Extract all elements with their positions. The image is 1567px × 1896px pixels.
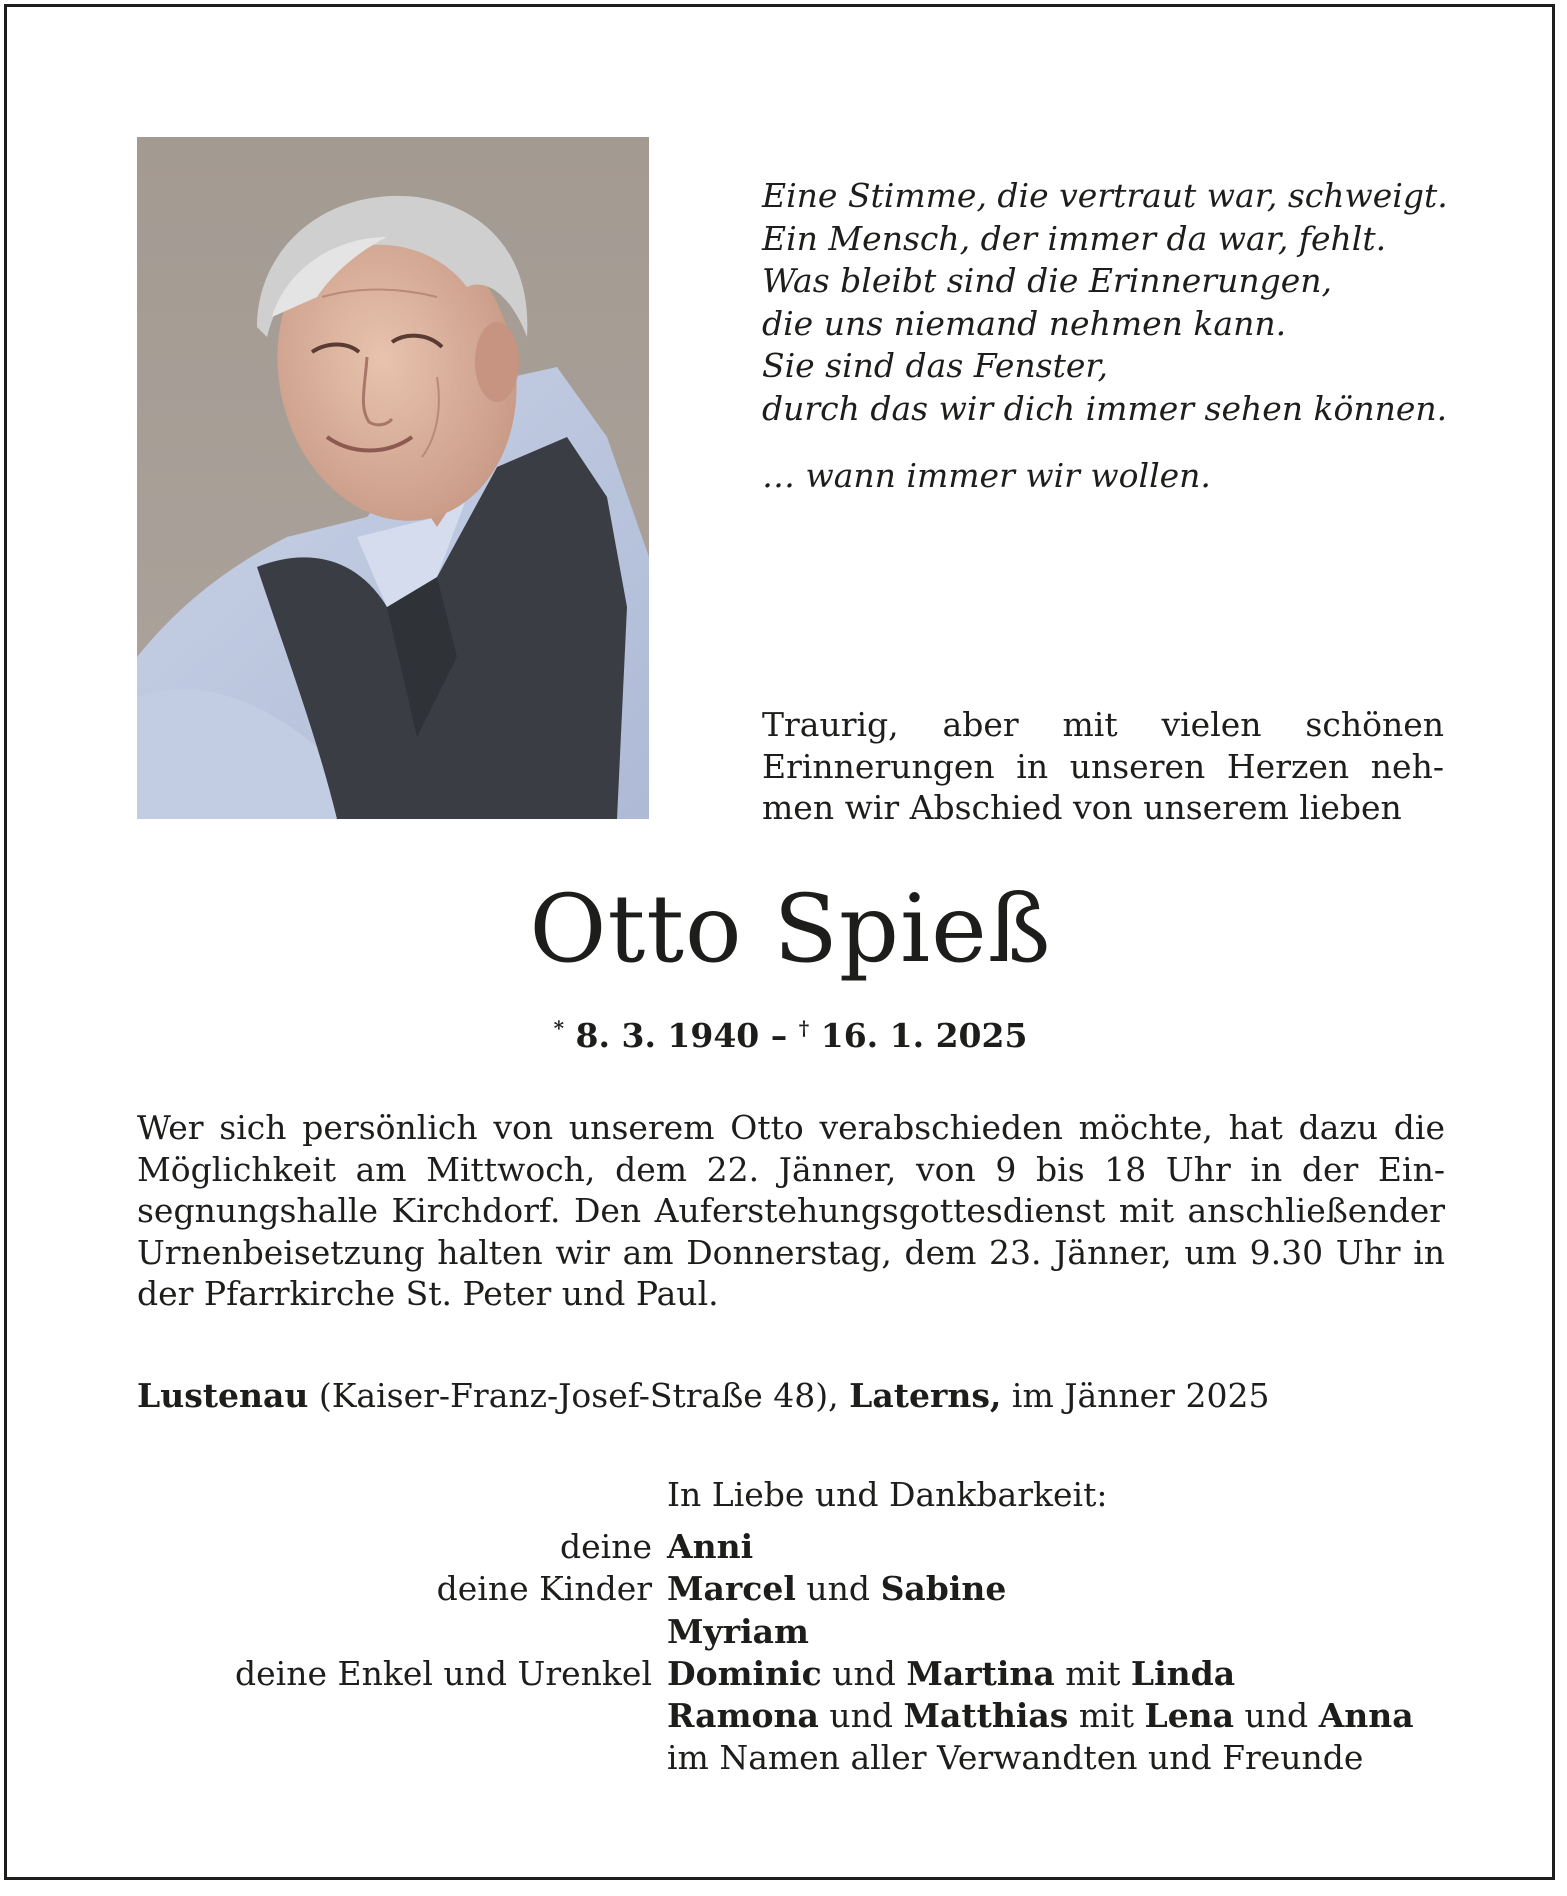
poem-line: durch das wir dich immer sehen können.	[762, 388, 1448, 428]
family-row-children-2	[137, 1611, 1457, 1653]
family-connector: und	[818, 1696, 904, 1736]
poem-line: Eine Stimme, die vertraut war, schweigt.	[762, 176, 1448, 215]
death-date: 16. 1. 2025	[820, 1016, 1028, 1055]
family-label: deine	[560, 1527, 652, 1566]
obituary-frame	[4, 4, 1555, 1880]
location-line	[137, 1375, 1445, 1417]
family-name: Matthias	[903, 1696, 1069, 1736]
family-connector: mit	[1068, 1696, 1145, 1736]
family-name: Martina	[906, 1653, 1055, 1693]
family-connector: und	[1234, 1696, 1319, 1736]
location-address: (Kaiser-Franz-Josef-Straße 48),	[308, 1376, 850, 1415]
family-row-children	[137, 1568, 1457, 1610]
family-label: deine Enkel und Urenkel	[235, 1653, 652, 1693]
intro-text: Traurig, aber mit vielen schönen Erinnerungen in unseren Herzen nehmen wir Abschied von unserem lieben	[762, 705, 1444, 827]
location-date: im Jänner 2025	[1001, 1376, 1270, 1415]
family-name: Marcel	[667, 1569, 796, 1609]
family-name: Dominic	[667, 1653, 822, 1693]
location-place-1: Lustenau	[137, 1376, 309, 1415]
family-row-spouse	[137, 1526, 1457, 1568]
death-symbol: †	[798, 1016, 810, 1040]
family-list	[137, 1526, 1457, 1780]
signoff: In Liebe und Dankbarkeit:	[667, 1475, 1108, 1514]
poem-line: Was bleibt sind die Erinnerungen,	[762, 261, 1332, 300]
poem	[762, 175, 1462, 430]
location-place-2: Laterns,	[849, 1376, 1002, 1415]
deceased-name: Otto Spieß	[529, 875, 1052, 984]
family-row-grandchildren	[137, 1653, 1457, 1695]
family-name: Myriam	[667, 1611, 809, 1651]
family-name: Anna	[1318, 1696, 1414, 1736]
announcement-text: Wer sich persönlich von unserem Otto verabschieden möchte, hat dazu die Möglichkeit am Mittwoch, dem 22. Jänner, von 9 bis 18 Uhr in der Einsegnungshalle Kirchdorf. Den Auferstehungsgottesdienst mit anschließender Urnenbeisetzung halten wir am Donnerstag, dem 23. Jänner, um 9.30 Uhr in der Pfarrkirche St. Peter und Paul.	[137, 1108, 1445, 1313]
family-name: Linda	[1130, 1653, 1236, 1693]
family-closing: im Namen aller Verwandten und Freunde	[667, 1738, 1364, 1778]
portrait-illustration	[137, 137, 649, 819]
family-row-grandchildren-2	[137, 1695, 1457, 1737]
family-row-closing	[137, 1737, 1457, 1779]
family-label: deine Kinder	[436, 1569, 652, 1609]
poem-coda: … wann immer wir wollen.	[762, 456, 1211, 495]
poem-line: Ein Mensch, der immer da war, fehlt.	[762, 218, 1387, 258]
family-name: Sabine	[880, 1569, 1007, 1609]
birth-date: 8. 3. 1940	[575, 1016, 760, 1055]
life-dates	[7, 1007, 1567, 1057]
family-connector: und	[821, 1653, 907, 1693]
family-connector: mit	[1054, 1653, 1131, 1693]
family-connector: und	[795, 1569, 881, 1609]
date-separator: –	[759, 1016, 799, 1055]
family-name: Anni	[667, 1527, 754, 1566]
family-name: Lena	[1144, 1696, 1235, 1736]
portrait-photo	[137, 137, 649, 819]
poem-line: die uns niemand nehmen kann.	[762, 303, 1287, 343]
family-name: Ramona	[667, 1696, 819, 1736]
birth-symbol: *	[553, 1016, 565, 1040]
poem-line: Sie sind das Fenster,	[762, 346, 1109, 385]
